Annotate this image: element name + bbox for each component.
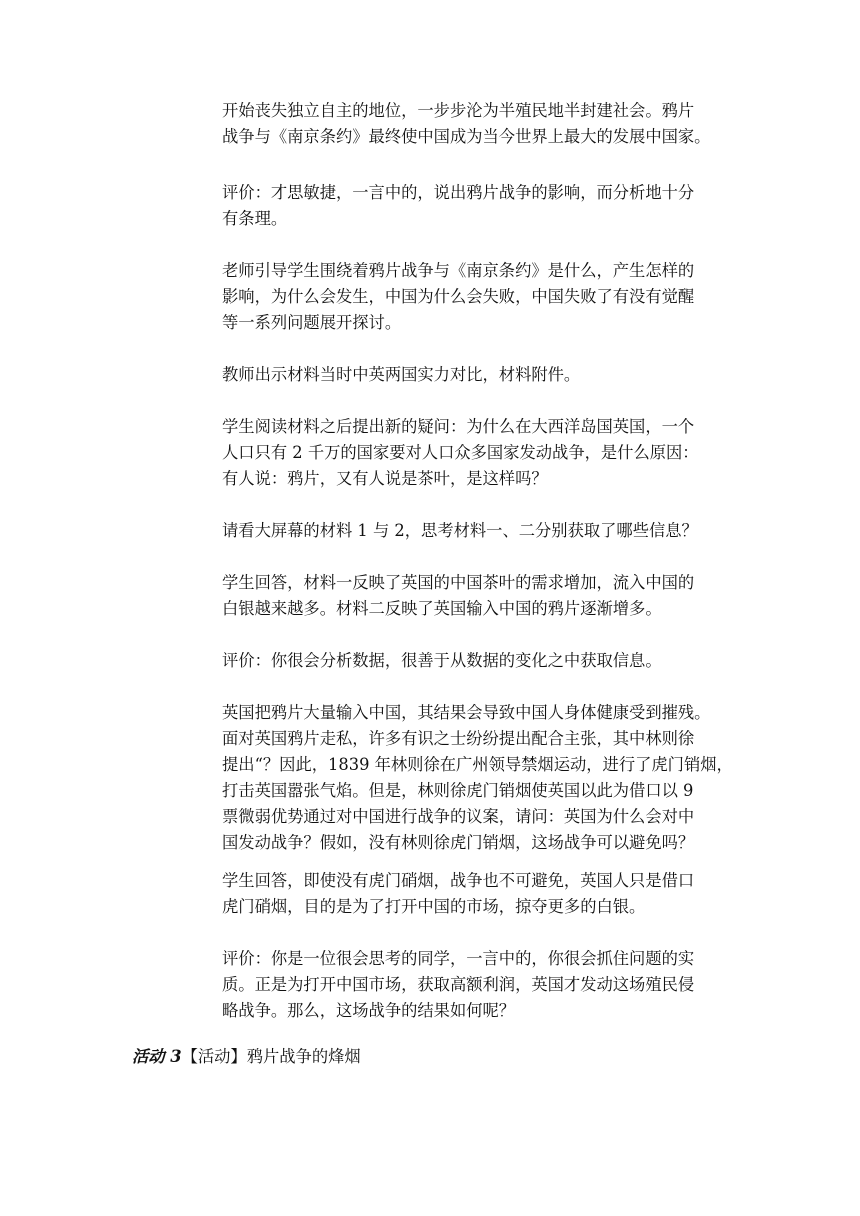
text-line: 老师引导学生围绕着鸦片战争与《南京条约》是什么，产生怎样的 [222,261,695,280]
paragraph-10 [222,868,734,920]
text-line: 略战争。那么，这场战争的结果如何呢？ [222,1001,516,1020]
text-line: 有条理。 [222,209,288,228]
text-line: 学生回答，材料一反映了英国的中国茶叶的需求增加，流入中国的 [222,573,695,592]
activity-heading [132,1044,361,1070]
paragraph-7 [222,570,734,622]
text-line: 学生阅读材料之后提出新的疑问：为什么在大西洋岛国英国，一个 [222,417,695,436]
text-line: 面对英国鸦片走私，许多有识之士纷纷提出配合主张，其中林则徐 [222,729,695,748]
text-line: 提出“？因此，1839 年林则徐在广州领导禁烟运动，进行了虎门销烟， [222,755,733,774]
paragraph-2 [222,180,734,232]
text-line: 国发动战争？假如，没有林则徐虎门销烟，这场战争可以避免吗？ [222,833,695,852]
activity-bracket-label: 【活动】 [181,1047,247,1066]
text-line: 评价：你是一位很会思考的同学，一言中的，你很会抓住问题的实 [222,949,695,968]
text-line: 白银越来越多。材料二反映了英国输入中国的鸦片逐渐增多。 [222,599,662,618]
text-line: 等一系列问题展开探讨。 [222,313,402,332]
text-line: 开始丧失独立自主的地位，一步步沦为半殖民地半封建社会。鸦片 [222,101,695,120]
paragraph-11 [222,946,734,1024]
paragraph-5 [222,414,734,492]
paragraph-4 [222,362,734,388]
text-line: 战争与《南京条约》最终使中国成为当今世界上最大的发展中国家。 [222,127,711,146]
text-line: 影响，为什么会发生，中国为什么会失败，中国失败了有没有觉醒 [222,287,695,306]
paragraph-3 [222,258,734,336]
text-line: 票微弱优势通过对中国进行战争的议案，请问：英国为什么会对中 [222,807,695,826]
text-line: 打击英国嚣张气焰。但是，林则徐虎门销烟使英国以此为借口以 9 [222,781,694,800]
text-line: 请看大屏幕的材料 1 与 2，思考材料一、二分别获取了哪些信息？ [222,521,698,540]
text-line: 虎门硝烟，目的是为了打开中国的市场，掠夺更多的白银。 [222,897,646,916]
text-line: 英国把鸦片大量输入中国，其结果会导致中国人身体健康受到摧残。 [222,703,711,722]
text-line: 评价：你很会分析数据，很善于从数据的变化之中获取信息。 [222,651,662,670]
paragraph-8 [222,648,734,674]
text-line: 质。正是为打开中国市场，获取高额利润，英国才发动这场殖民侵 [222,975,695,994]
text-line: 有人说：鸦片，又有人说是茶叶，是这样吗？ [222,469,548,488]
text-line: 人口只有 2 千万的国家要对人口众多国家发动战争，是什么原因： [222,443,699,462]
paragraph-9 [222,700,734,856]
paragraph-1 [222,98,734,150]
activity-title: 鸦片战争的烽烟 [246,1047,361,1066]
text-line: 学生回答，即使没有虎门硝烟，战争也不可避免，英国人只是借口 [222,871,695,890]
text-line: 评价：才思敏捷，一言中的，说出鸦片战争的影响，而分析地十分 [222,183,695,202]
paragraph-6 [222,518,734,544]
activity-number: 活动 3 [132,1047,182,1066]
text-line: 教师出示材料当时中英两国实力对比，材料附件。 [222,365,581,384]
